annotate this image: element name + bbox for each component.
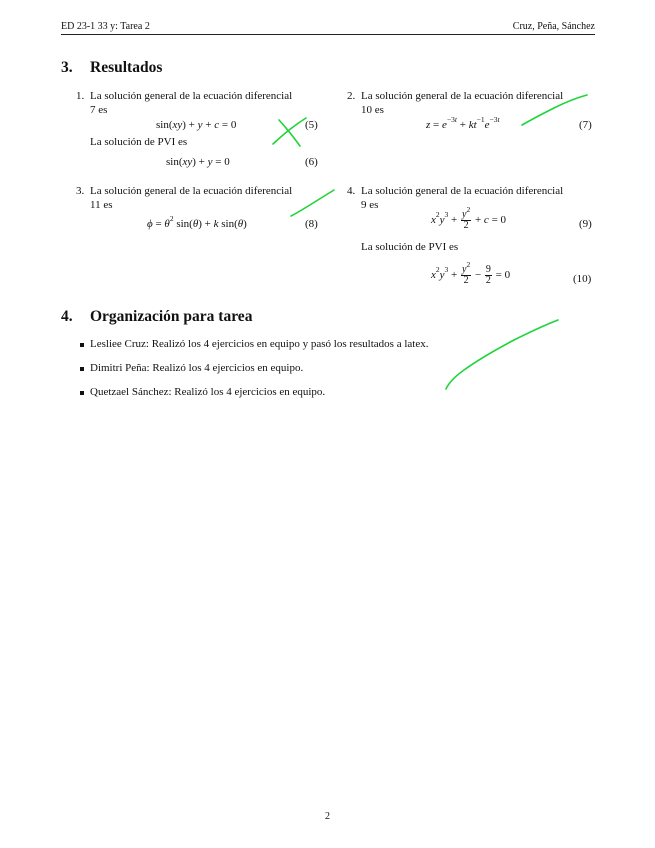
item-4-text-line1: La solución general de la ecuación diferencial <box>361 185 564 197</box>
item-2-number: 2. <box>347 90 356 102</box>
running-header-left: ED 23-1 33 y: Tarea 2 <box>61 21 150 32</box>
equation-9-number: (9) <box>579 218 592 230</box>
page-number: 2 <box>325 811 330 822</box>
check-mark-icon <box>522 95 587 125</box>
equation-10: $x^2y^3$ + $\frac{y^2}{2}$ − $\frac{9}{2}$ = 0 <box>431 259 511 286</box>
item-1-text-line1: La solución general de la ecuación diferencial <box>90 90 293 102</box>
item-1-pvi-label: La solución de PVI es <box>90 136 188 148</box>
section-title: Organización para tarea <box>90 308 253 325</box>
section-number: 4. <box>61 308 73 325</box>
equation-6: sin(xy) + y = 0 <box>166 156 230 168</box>
equation-10-number: (10) <box>573 273 592 285</box>
item-3-text-line2: 11 es <box>90 199 113 211</box>
running-header-right: Cruz, Peña, Sánchez <box>512 21 595 32</box>
equation-5: sin(xy) + y + c = 0 <box>156 119 237 131</box>
item-4-pvi-label: La solución de PVI es <box>361 241 459 253</box>
equation-8: $\phi = \theta^2$ sin(θ) + k sin(θ) <box>147 214 247 230</box>
section-number: 3. <box>61 59 73 76</box>
check-mark-icon <box>446 320 558 389</box>
section-title: Resultados <box>90 59 163 76</box>
item-3-text-line1: La solución general de la ecuación diferencial <box>90 185 293 197</box>
list-item: Lesliee Cruz: Realizó los 4 ejercicios en equipo y pasó los resultados a latex. <box>90 338 429 350</box>
equation-6-number: (6) <box>305 156 318 168</box>
item-1-number: 1. <box>76 90 85 102</box>
ink-strokes <box>273 95 587 389</box>
check-mark-icon <box>291 190 334 216</box>
list-item: Dimitri Peña: Realizó los 4 ejercicios en equipo. <box>90 362 304 374</box>
item-2-text-line2: 10 es <box>361 104 384 116</box>
item-4-text-line2: 9 es <box>361 199 379 211</box>
equation-7-number: (7) <box>579 119 592 131</box>
item-1-text-line2: 7 es <box>90 104 108 116</box>
item-2-text-line1: La solución general de la ecuación diferencial <box>361 90 564 102</box>
item-4-number: 4. <box>347 185 356 197</box>
list-item: Quetzael Sánchez: Realizó los 4 ejercicios en equipo. <box>90 386 326 398</box>
equation-8-number: (8) <box>305 218 318 230</box>
equation-5-number: (5) <box>305 119 318 131</box>
equation-7: $z = e^{-3t} + kt^{-1}e^{-3t}$ <box>426 115 500 131</box>
equation-9: $x^2y^3$ + $\frac{y^2}{2}$ + c = 0 <box>431 204 507 231</box>
item-3-number: 3. <box>76 185 85 197</box>
